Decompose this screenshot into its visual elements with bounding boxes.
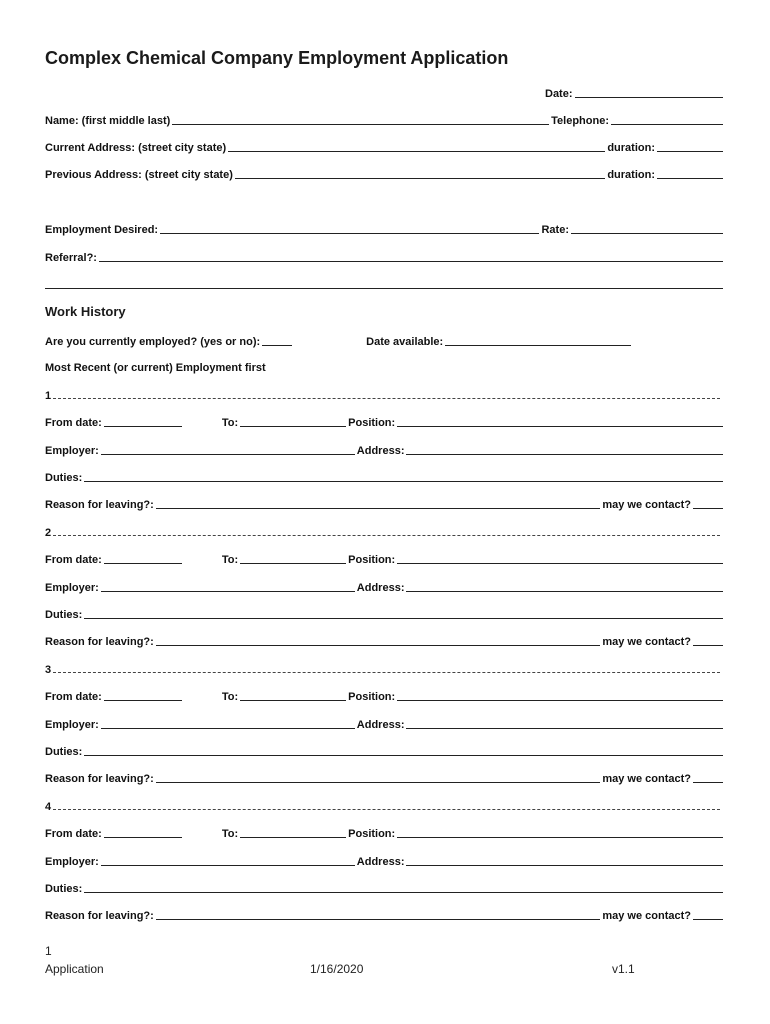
contact-label: may we contact? — [602, 499, 691, 511]
current-address-field[interactable] — [228, 151, 605, 152]
from-date-label: From date: — [45, 828, 102, 840]
currently-employed-label: Are you currently employed? (yes or no): — [45, 336, 261, 348]
previous-address-field[interactable] — [235, 178, 605, 179]
currently-employed-field[interactable] — [262, 345, 292, 346]
employment-desired-row — [45, 222, 725, 236]
from-date-field[interactable] — [104, 426, 182, 427]
referral-row-continued — [45, 277, 725, 291]
position-label: Position: — [348, 691, 396, 703]
to-field[interactable] — [240, 837, 346, 838]
employer-label: Employer: — [45, 719, 99, 731]
from-date-field[interactable] — [104, 837, 182, 838]
contact-field[interactable] — [693, 645, 723, 646]
duties-label: Duties: — [45, 609, 83, 621]
entry-separator — [45, 525, 720, 539]
address-label: Address: — [356, 719, 405, 731]
date-available-field[interactable] — [445, 345, 631, 346]
from-date-label: From date: — [45, 417, 102, 429]
entry-dates-row — [45, 415, 725, 429]
rate-field[interactable] — [571, 233, 723, 234]
referral-field-continued[interactable] — [45, 288, 723, 289]
duties-label: Duties: — [45, 472, 83, 484]
entry-dates-row — [45, 552, 725, 566]
footer-date: 1/16/2020 — [310, 962, 364, 976]
position-field[interactable] — [397, 837, 723, 838]
entry-duties-row — [45, 607, 725, 621]
contact-field[interactable] — [693, 782, 723, 783]
employer-label: Employer: — [45, 445, 99, 457]
entry-dates-row — [45, 689, 725, 703]
form-title: Complex Chemical Company Employment Application — [45, 48, 509, 68]
entry-number: 4 — [45, 801, 52, 813]
to-label: To: — [221, 417, 239, 429]
rate-label: Rate: — [541, 224, 569, 236]
entry-employer-row — [45, 443, 725, 457]
position-field[interactable] — [397, 426, 723, 427]
duties-field[interactable] — [84, 892, 723, 893]
employment-desired-label: Employment Desired: — [45, 224, 159, 236]
most-recent-note: Most Recent (or current) Employment first — [45, 362, 266, 374]
contact-label: may we contact? — [602, 636, 691, 648]
entry-employer-row — [45, 580, 725, 594]
reason-field[interactable] — [156, 919, 601, 920]
previous-address-row — [45, 167, 725, 181]
telephone-label: Telephone: — [551, 115, 609, 127]
to-field[interactable] — [240, 700, 346, 701]
date-field[interactable] — [575, 97, 723, 98]
employer-field[interactable] — [101, 454, 355, 455]
previous-duration-field[interactable] — [657, 178, 723, 179]
current-duration-field[interactable] — [657, 151, 723, 152]
entry-reason-row — [45, 634, 725, 648]
entry-separator — [45, 799, 720, 813]
page-number: 1 — [45, 944, 52, 958]
entry-duties-row — [45, 470, 725, 484]
duties-label: Duties: — [45, 883, 83, 895]
current-duration-label: duration: — [607, 142, 655, 154]
duties-field[interactable] — [84, 618, 723, 619]
employment-desired-field[interactable] — [160, 233, 539, 234]
referral-row — [45, 250, 725, 264]
duties-field[interactable] — [84, 481, 723, 482]
footer-version: v1.1 — [612, 962, 635, 976]
address-label: Address: — [356, 856, 405, 868]
date-label: Date: — [545, 88, 573, 100]
duties-field[interactable] — [84, 755, 723, 756]
entry-employer-row — [45, 717, 725, 731]
previous-duration-label: duration: — [607, 169, 655, 181]
referral-field[interactable] — [99, 261, 723, 262]
from-date-field[interactable] — [104, 563, 182, 564]
footer-doc-name: Application — [45, 962, 104, 976]
address-label: Address: — [356, 445, 405, 457]
reason-label: Reason for leaving?: — [45, 499, 154, 511]
employer-field[interactable] — [101, 591, 355, 592]
reason-label: Reason for leaving?: — [45, 636, 154, 648]
entry-duties-row — [45, 881, 725, 895]
telephone-field[interactable] — [611, 124, 723, 125]
from-date-field[interactable] — [104, 700, 182, 701]
reason-field[interactable] — [156, 782, 601, 783]
currently-employed-row — [45, 334, 725, 348]
name-label: Name: (first middle last) — [45, 115, 171, 127]
employer-field[interactable] — [101, 865, 355, 866]
reason-label: Reason for leaving?: — [45, 910, 154, 922]
reason-field[interactable] — [156, 508, 601, 509]
previous-address-label: Previous Address: (street city state) — [45, 169, 233, 181]
date-available-label: Date available: — [366, 336, 444, 348]
position-field[interactable] — [397, 700, 723, 701]
entry-dates-row — [45, 826, 725, 840]
to-label: To: — [221, 691, 239, 703]
entry-reason-row — [45, 771, 725, 785]
contact-field[interactable] — [693, 508, 723, 509]
employer-label: Employer: — [45, 582, 99, 594]
position-field[interactable] — [397, 563, 723, 564]
from-date-label: From date: — [45, 691, 102, 703]
employer-label: Employer: — [45, 856, 99, 868]
current-address-label: Current Address: (street city state) — [45, 142, 227, 154]
duties-label: Duties: — [45, 746, 83, 758]
name-field[interactable] — [172, 124, 549, 125]
position-label: Position: — [348, 554, 396, 566]
contact-label: may we contact? — [602, 910, 691, 922]
contact-field[interactable] — [693, 919, 723, 920]
entry-reason-row — [45, 908, 725, 922]
to-field[interactable] — [240, 563, 346, 564]
name-row — [45, 113, 725, 127]
entry-duties-row — [45, 744, 725, 758]
position-label: Position: — [348, 417, 396, 429]
address-label: Address: — [356, 582, 405, 594]
entry-employer-row — [45, 854, 725, 868]
entry-separator — [45, 388, 720, 402]
entry-separator — [45, 662, 720, 676]
entry-number: 2 — [45, 527, 52, 539]
reason-field[interactable] — [156, 645, 601, 646]
address-field[interactable] — [406, 454, 723, 455]
date-row — [45, 86, 725, 100]
position-label: Position: — [348, 828, 396, 840]
entry-number: 1 — [45, 390, 52, 402]
address-field[interactable] — [406, 865, 723, 866]
to-label: To: — [221, 828, 239, 840]
address-field[interactable] — [406, 728, 723, 729]
to-label: To: — [221, 554, 239, 566]
to-field[interactable] — [240, 426, 346, 427]
entry-reason-row — [45, 497, 725, 511]
employer-field[interactable] — [101, 728, 355, 729]
reason-label: Reason for leaving?: — [45, 773, 154, 785]
entry-number: 3 — [45, 664, 52, 676]
address-field[interactable] — [406, 591, 723, 592]
from-date-label: From date: — [45, 554, 102, 566]
current-address-row — [45, 140, 725, 154]
referral-label: Referral?: — [45, 252, 97, 264]
work-history-heading: Work History — [45, 304, 126, 319]
contact-label: may we contact? — [602, 773, 691, 785]
